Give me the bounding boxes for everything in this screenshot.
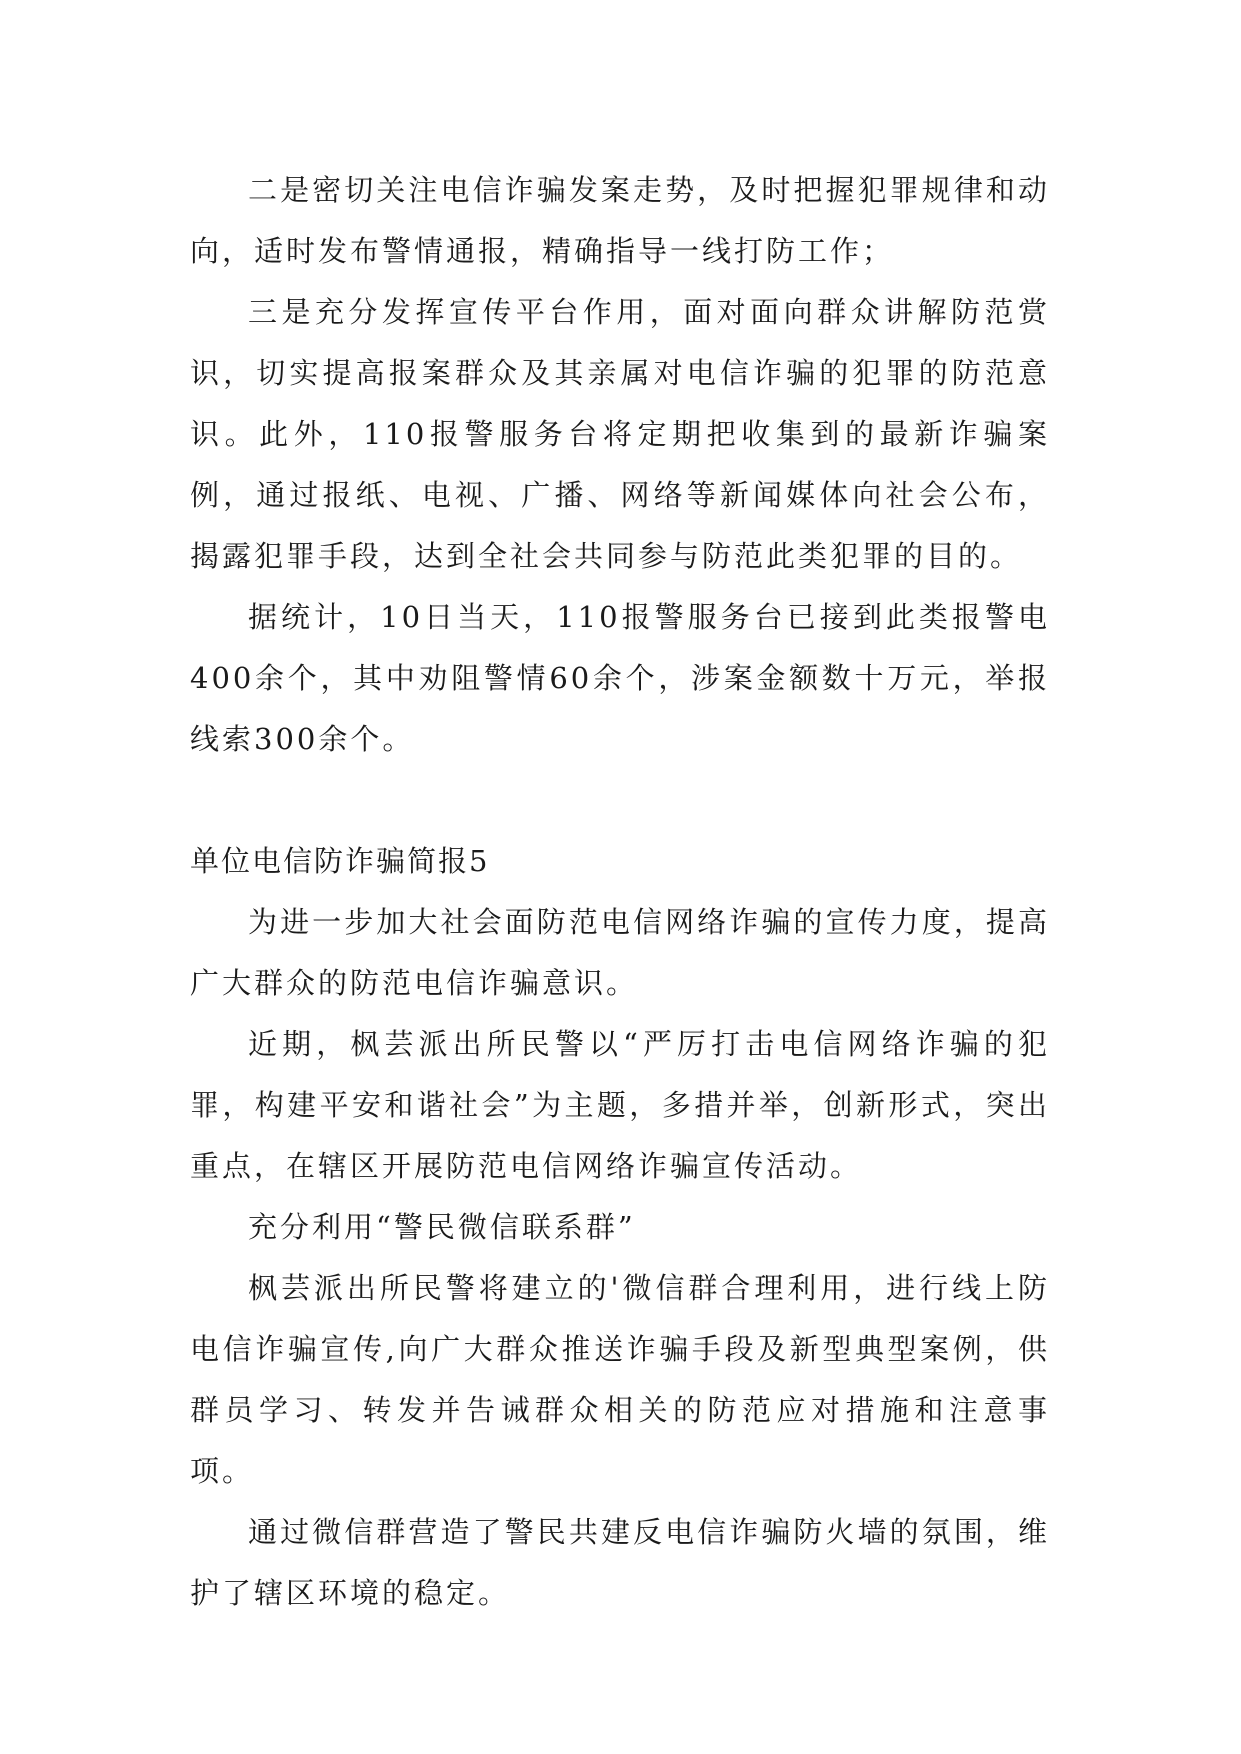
section-heading: 单位电信防诈骗简报5 bbox=[190, 844, 490, 878]
section-gap bbox=[190, 770, 1050, 831]
paragraph: 为进一步加大社会面防范电信网络诈骗的宣传力度，提高广大群众的防范电信诈骗意识。 bbox=[190, 905, 1050, 1000]
paragraph: 充分利用“警民微信联系群” bbox=[248, 1210, 636, 1244]
paragraph: 二是密切关注电信诈骗发案走势，及时把握犯罪规律和动向，适时发布警情通报，精确指导一线打防工作； bbox=[190, 173, 1050, 268]
paragraph: 通过微信群营造了警民共建反电信诈骗防火墙的氛围，维护了辖区环境的稳定。 bbox=[190, 1515, 1050, 1610]
paragraph: 三是充分发挥宣传平台作用，面对面向群众讲解防范赏识，切实提高报案群众及其亲属对电信诈骗的犯罪的防范意识。此外，110报警服务台将定期把收集到的最新诈骗案例，通过报纸、电视、广播、网络等新闻媒体向社会公布，揭露犯罪手段，达到全社会共同参与防范此类犯罪的目的。 bbox=[190, 295, 1050, 573]
document-body bbox=[190, 160, 1050, 1624]
paragraph: 据统计，10日当天，110报警服务台已接到此类报警电400余个，其中劝阻警情60余个，涉案金额数十万元，举报线索300余个。 bbox=[190, 600, 1050, 756]
paragraph: 近期，枫芸派出所民警以“严厉打击电信网络诈骗的犯罪，构建平安和谐社会”为主题，多措并举，创新形式，突出重点，在辖区开展防范电信网络诈骗宣传活动。 bbox=[190, 1027, 1050, 1183]
paragraph: 枫芸派出所民警将建立的'微信群合理利用，进行线上防电信诈骗宣传,向广大群众推送诈骗手段及新型典型案例，供群员学习、转发并告诫群众相关的防范应对措施和注意事项。 bbox=[190, 1271, 1050, 1488]
